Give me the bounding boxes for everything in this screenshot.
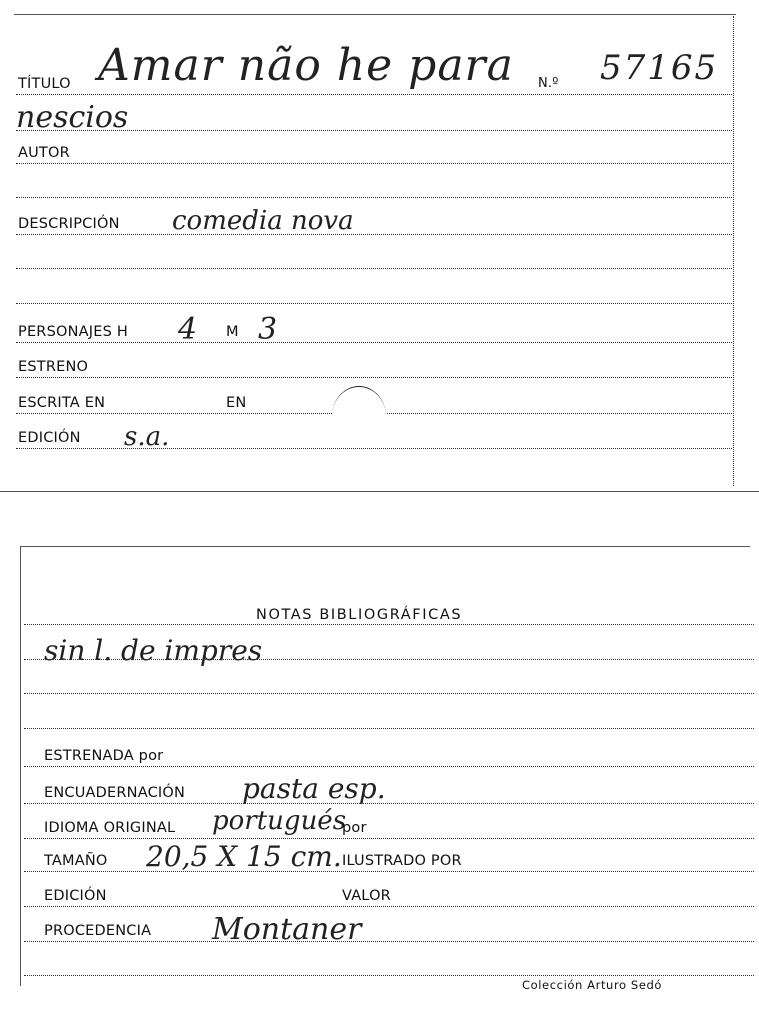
edicion-label: EDICIÓN xyxy=(18,430,81,446)
procedencia-label: PROCEDENCIA xyxy=(44,923,152,939)
valor-label: VALOR xyxy=(342,888,391,904)
personajes-h-value: 4 xyxy=(178,312,198,347)
edicion-value: s.a. xyxy=(124,422,170,452)
notas-line-1 xyxy=(24,624,754,625)
descripcion-label: DESCRIPCIÓN xyxy=(18,216,120,232)
descripcion-line-2 xyxy=(16,268,732,269)
card2-left-border xyxy=(20,546,21,986)
numero-label: N.º xyxy=(538,76,559,91)
titulo-line xyxy=(16,94,732,95)
titulo-line-2 xyxy=(16,130,732,131)
personajes-m-label: M xyxy=(226,324,239,340)
encuadernacion-line xyxy=(24,803,754,804)
autor-label: AUTOR xyxy=(18,145,70,161)
bottom-line xyxy=(24,975,754,976)
idioma-suffix: por xyxy=(342,820,367,836)
coleccion-label: Colección Arturo Sedó xyxy=(522,978,663,992)
punch-hole xyxy=(332,386,386,447)
titulo-value: Amar não he para xyxy=(98,40,514,91)
personajes-h-label: PERSONAJES H xyxy=(18,324,128,340)
card-top-border xyxy=(14,14,736,15)
card-right-border xyxy=(733,16,734,486)
notas-line-4 xyxy=(24,728,754,729)
en-label: EN xyxy=(226,395,247,411)
tamano-value: 20,5 X 15 cm. xyxy=(146,840,342,873)
procedencia-value: Montaner xyxy=(212,912,362,947)
notas-line-3 xyxy=(24,693,754,694)
personajes-line xyxy=(16,342,732,343)
edicion-line xyxy=(16,448,732,449)
estrenada-label: ESTRENADA por xyxy=(44,748,164,764)
notas-line-2 xyxy=(24,659,754,660)
descripcion-value: comedia nova xyxy=(172,206,354,236)
encuadernacion-value: pasta esp. xyxy=(242,772,386,805)
idioma-label: IDIOMA ORIGINAL xyxy=(44,820,176,836)
idioma-value: portugués xyxy=(212,806,347,836)
notas-value: sin l. de impres xyxy=(44,634,263,667)
titulo-value-cont: nescios xyxy=(16,100,129,135)
autor-line-2 xyxy=(16,197,732,198)
autor-line xyxy=(16,163,732,164)
estreno-line xyxy=(16,377,732,378)
personajes-m-value: 3 xyxy=(258,312,278,347)
escrita-en-label: ESCRITA EN xyxy=(18,395,106,411)
idioma-line xyxy=(24,838,754,839)
encuadernacion-label: ENCUADERNACIÓN xyxy=(44,785,186,801)
estrenada-line xyxy=(24,766,754,767)
tamano-label: TAMAÑO xyxy=(44,853,108,869)
ilustrado-label: ILUSTRADO POR xyxy=(342,853,462,869)
estreno-label: ESTRENO xyxy=(18,359,89,375)
edicion2-line xyxy=(24,906,754,907)
descripcion-line-3 xyxy=(16,303,732,304)
numero-value: 57165 xyxy=(600,48,719,88)
card-divider xyxy=(0,491,759,492)
procedencia-line xyxy=(24,941,754,942)
tamano-line xyxy=(24,871,754,872)
descripcion-line xyxy=(16,234,732,235)
titulo-label: TÍTULO xyxy=(18,76,71,92)
card2-top-border xyxy=(20,546,750,547)
notas-title: NOTAS BIBLIOGRÁFICAS xyxy=(256,607,463,623)
edicion2-label: EDICIÓN xyxy=(44,888,107,904)
